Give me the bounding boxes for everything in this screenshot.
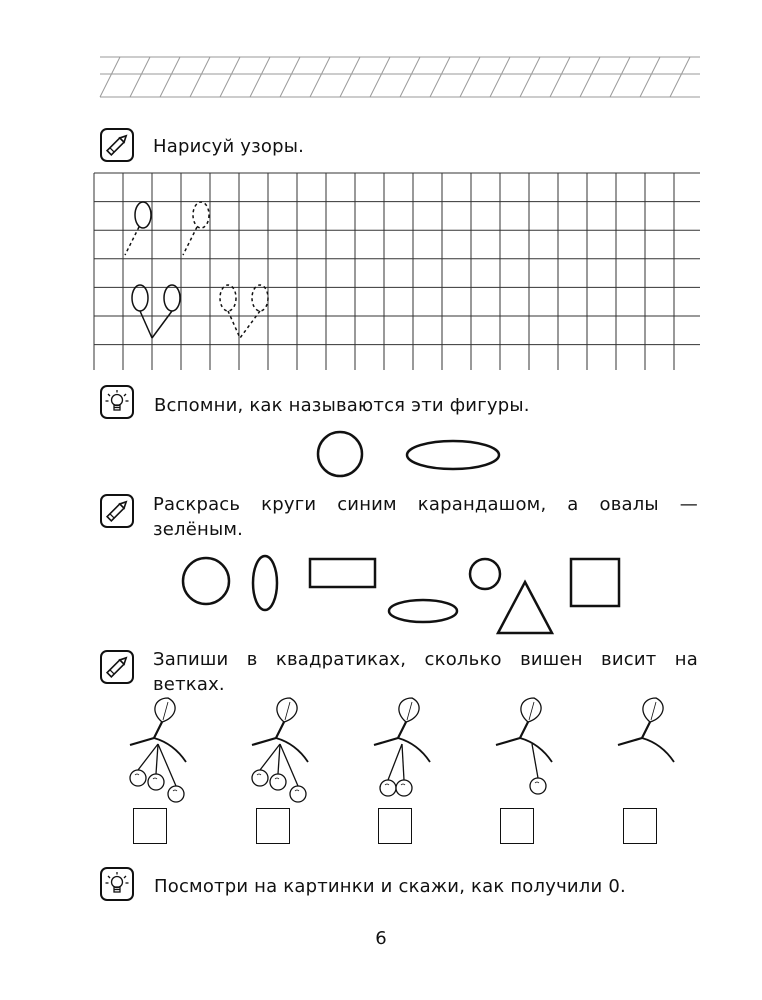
square-shape: [571, 559, 619, 606]
lightbulb-icon: [100, 385, 134, 419]
task-2-text: Вспомни, как называются эти фигуры.: [154, 395, 530, 416]
cherry-branch-3: [374, 698, 430, 796]
oval-shape: [407, 441, 499, 469]
answer-box-4[interactable]: [500, 808, 534, 844]
pencil-icon: [100, 494, 134, 528]
handwriting-lines: [0, 0, 762, 110]
pencil-icon: [100, 650, 134, 684]
answer-box-3[interactable]: [378, 808, 412, 844]
shapes-to-color: [170, 550, 640, 645]
cherry-branch-5: [618, 698, 674, 762]
drawing-grid: [90, 170, 700, 370]
answer-box-5[interactable]: [623, 808, 657, 844]
double-balloon-dashed: [220, 285, 268, 338]
circle-shape: [470, 559, 500, 589]
pencil-icon: [100, 128, 134, 162]
shapes-reminder: [300, 425, 520, 485]
cherry-branches: [100, 690, 700, 810]
rectangle-shape: [310, 559, 375, 587]
task-1-text: Нарисуй узоры.: [153, 136, 305, 157]
circle-shape: [183, 558, 229, 604]
balloon-solid: [135, 202, 151, 228]
balloon-dashed: [125, 202, 209, 255]
task-5-text: Посмотри на картинки и скажи, как получили 0.: [154, 876, 626, 897]
page-number: 6: [375, 928, 387, 949]
lightbulb-icon: [100, 867, 134, 901]
cherry-branch-2: [252, 698, 308, 802]
cherry-branch-4: [496, 698, 552, 794]
oval-shape: [253, 556, 277, 610]
double-balloon-solid: [132, 285, 180, 338]
task-3-text: Раскрась круги синим карандашом, а овалы — зелёным.: [153, 494, 698, 540]
task-4-text: Запиши в квадратиках, сколько вишен висит на ветках.: [153, 649, 698, 695]
answer-box-2[interactable]: [256, 808, 290, 844]
cherry-branch-1: [130, 698, 186, 802]
triangle-shape: [498, 582, 552, 633]
oval-shape: [389, 600, 457, 622]
answer-box-1[interactable]: [133, 808, 167, 844]
circle-shape: [318, 432, 362, 476]
